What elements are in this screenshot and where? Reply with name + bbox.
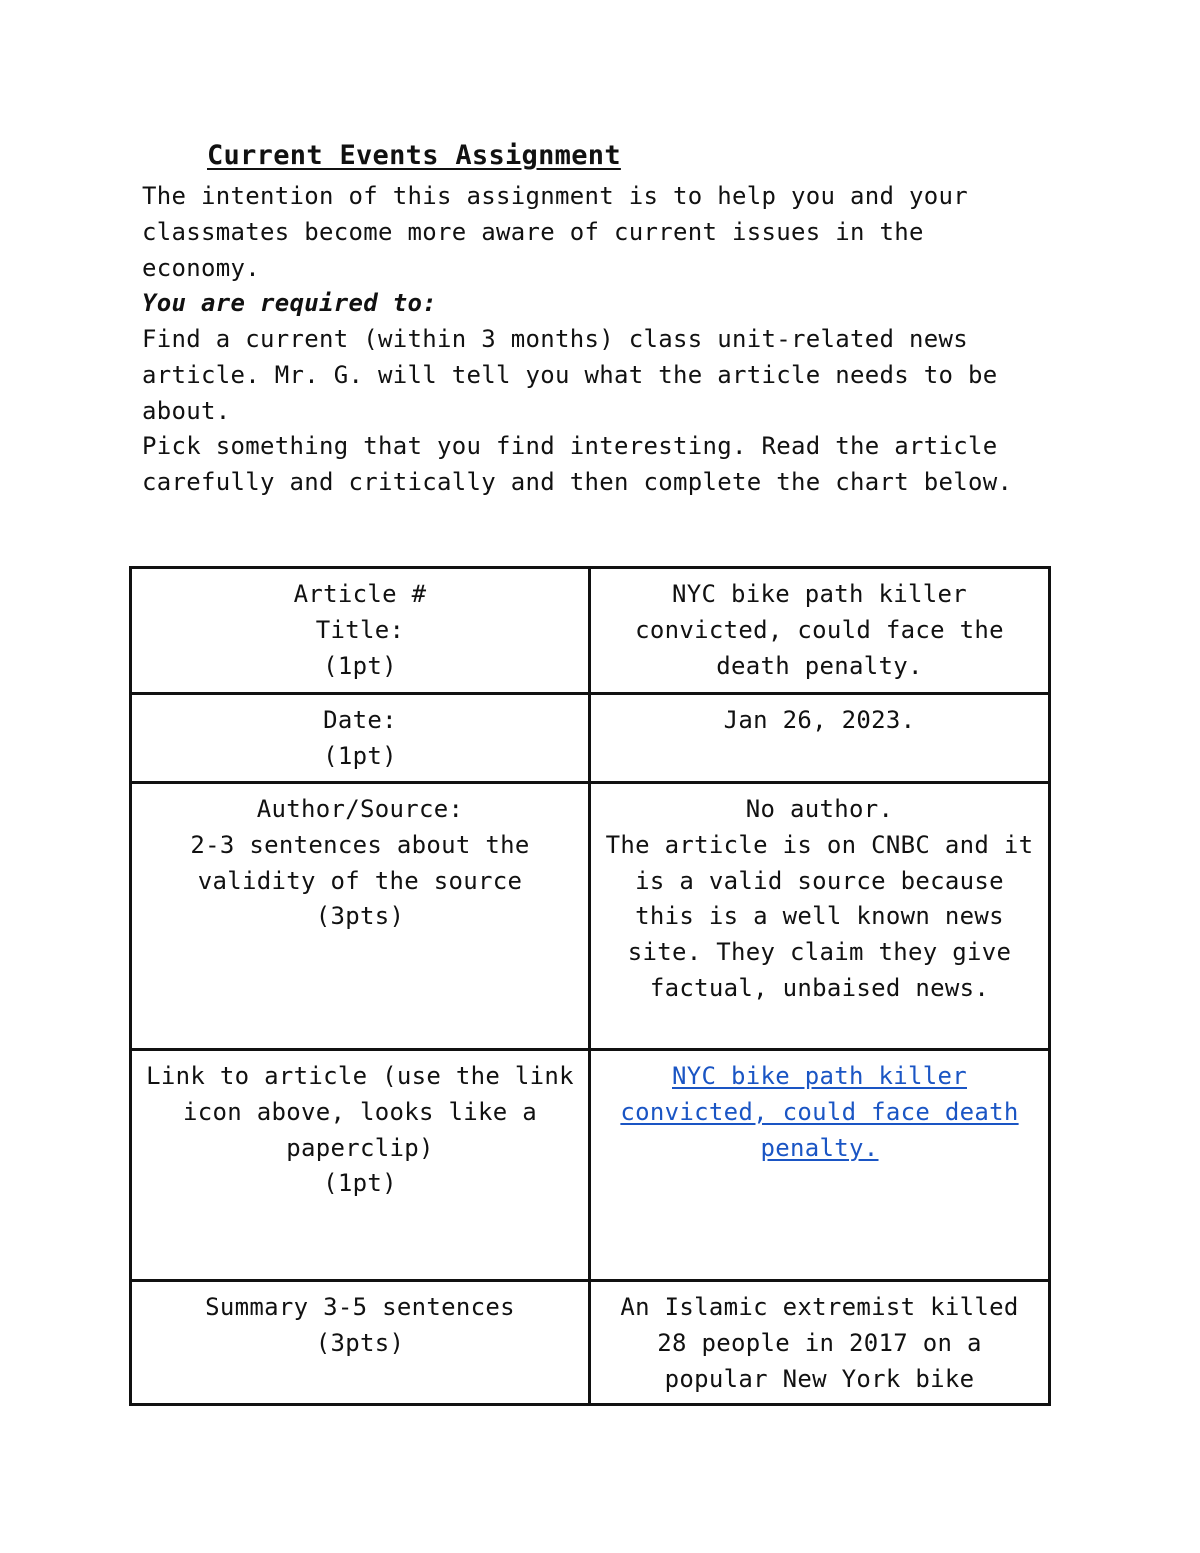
- cell-label: Author/Source:: [256, 795, 464, 823]
- instructions: [142, 322, 1042, 501]
- cell-label: Link to article (use the link icon above, looks like a paperclip): [146, 1062, 574, 1162]
- cell-label: Title:: [315, 615, 405, 644]
- author-label-cell: [131, 783, 590, 1050]
- title-answer-cell[interactable]: NYC bike path killer convicted, could face the death penalty.: [590, 568, 1050, 694]
- summary-answer-cell[interactable]: An Islamic extremist killed 28 people in 2017 on a popular New York bike: [590, 1281, 1050, 1405]
- page-title: Current Events Assignment: [207, 140, 621, 171]
- date-answer-cell[interactable]: Jan 26, 2023.: [590, 694, 1050, 783]
- summary-label-cell: [131, 1281, 590, 1405]
- instruction-paragraph: Pick something that you find interesting. Read the article carefully and critically and then complete the chart below.: [142, 432, 1013, 497]
- cell-label: Date:: [323, 706, 397, 734]
- intro-paragraph: The intention of this assignment is to help you and your classmates become more aware of current issues in the economy.: [142, 182, 968, 282]
- link-answer-cell: [590, 1050, 1050, 1281]
- table-row-summary: [131, 1281, 1050, 1405]
- cell-points: (3pts): [315, 902, 405, 931]
- cell-label: Article #: [293, 580, 427, 608]
- date-label-cell: [131, 694, 590, 783]
- cell-points: (1pt): [323, 1169, 397, 1198]
- cell-label: Summary 3-5 sentences: [205, 1293, 515, 1321]
- table-row-link: [131, 1050, 1050, 1281]
- instruction-paragraph: Find a current (within 3 months) class unit-related news article. Mr. G. will tell you what the article needs to be about.: [142, 325, 998, 425]
- table-row-date: [131, 694, 1050, 783]
- link-label-cell: [131, 1050, 590, 1281]
- table-row-author: [131, 783, 1050, 1050]
- author-answer-cell[interactable]: [590, 783, 1050, 1050]
- article-link[interactable]: NYC bike path killer convicted, could face death penalty.: [620, 1062, 1019, 1162]
- author-answer-text: The article is on CNBC and it is a valid source because this is a well known news site. They claim they give factual, unbaised news.: [605, 830, 1034, 1002]
- article-chart-table: [129, 566, 1051, 1406]
- cell-points: (1pt): [323, 741, 397, 770]
- table-row-title: [131, 568, 1050, 694]
- cell-points: (1pt): [323, 651, 397, 680]
- required-label: You are required to:: [142, 289, 437, 317]
- cell-label: 2-3 sentences about the validity of the source: [190, 830, 530, 895]
- title-label-cell: [131, 568, 590, 694]
- cell-points: (3pts): [315, 1328, 405, 1357]
- author-answer-line: No author.: [745, 795, 894, 823]
